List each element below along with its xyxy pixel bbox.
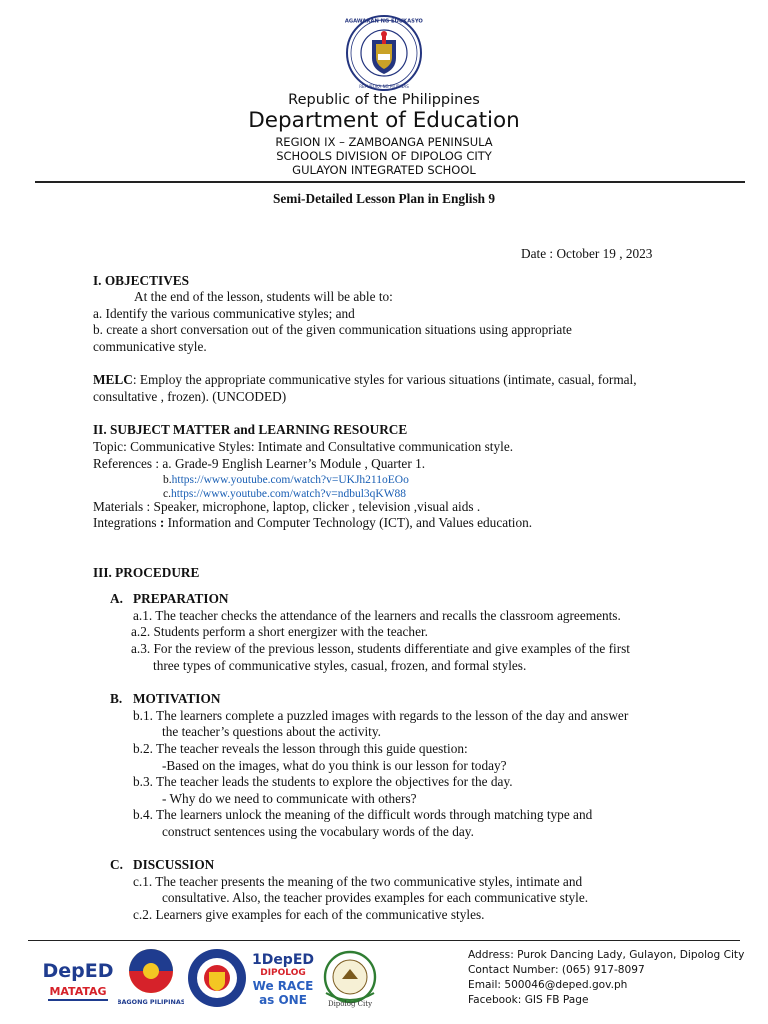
reference-b-link[interactable]: https://www.youtube.com/watch?v=UKJh211oEOo bbox=[171, 474, 409, 486]
preparation-heading: PREPARATION bbox=[133, 591, 229, 606]
department-title: Department of Education bbox=[248, 108, 520, 133]
dipolog-top-wordmark: 1DepED bbox=[251, 952, 315, 968]
motivation-b4-line2: construct sentences using the vocabulary words of the day. bbox=[162, 824, 474, 839]
subject-heading: II. SUBJECT MATTER and LEARNING RESOURCE bbox=[93, 422, 408, 437]
deped-matatag-logo bbox=[42, 955, 114, 1005]
discussion-c1-line1: c.1. The teacher presents the meaning of the two communicative styles, intimate and bbox=[133, 874, 583, 889]
objectives-intro: At the end of the lesson, students will be able to: bbox=[134, 289, 393, 304]
integrations-line bbox=[93, 515, 532, 532]
matatag-wordmark: MATATAG bbox=[49, 985, 107, 998]
discussion-c2: c.2. Learners give examples for each of the communicative styles. bbox=[133, 907, 485, 922]
header-divider bbox=[35, 181, 745, 183]
region-line: REGION IX – ZAMBOANGA PENINSULA bbox=[275, 135, 493, 149]
melc-label: MELC bbox=[93, 372, 133, 387]
motivation-b1-line2: the teacher’s questions about the activity. bbox=[162, 724, 381, 739]
as-one-wordmark: as ONE bbox=[259, 993, 307, 1007]
deped-dipolog-logo bbox=[251, 950, 315, 1008]
melc-line2: consultative , frozen). (UNCODED) bbox=[93, 389, 287, 404]
school-line: GULAYON INTEGRATED SCHOOL bbox=[292, 163, 476, 177]
motivation-b3-line1: b.3. The teacher leads the students to explore the objectives for the day. bbox=[133, 774, 513, 789]
procedure-heading: III. PROCEDURE bbox=[93, 565, 200, 580]
seal-text-bottom: REPUBLIKA NG PILIPINAS bbox=[359, 84, 409, 89]
motivation-b4-line1: b.4. The learners unlock the meaning of the difficult words through matching type and bbox=[133, 807, 593, 822]
melc-text: : Employ the appropriate communicative styles for various situations (intimate, casual, formal, bbox=[132, 372, 637, 387]
references-line: References : a. Grade-9 English Learner’s Module , Quarter 1. bbox=[93, 456, 426, 471]
melc-line1 bbox=[93, 372, 637, 389]
deped-wordmark: DepED bbox=[42, 960, 114, 982]
objective-a: a. Identify the various communicative styles; and bbox=[93, 306, 355, 321]
objective-b-line1: b. create a short conversation out of the given communication situations using appropriate bbox=[93, 322, 572, 337]
dipolog-seal-wordmark: Dipolog City bbox=[327, 1000, 373, 1008]
preparation-letter: A. bbox=[110, 591, 123, 606]
motivation-b1-line1: b.1. The learners complete a puzzled images with regards to the lesson of the day and answer bbox=[133, 708, 629, 723]
republic-line: Republic of the Philippines bbox=[288, 92, 480, 108]
bagong-wordmark: BAGONG PILIPINAS bbox=[118, 998, 184, 1006]
we-race-wordmark: We RACE bbox=[252, 979, 314, 993]
reference-c-link[interactable]: https://www.youtube.com/watch?v=ndbul3qKW88 bbox=[170, 488, 407, 500]
lesson-date: Date : October 19 , 2023 bbox=[521, 246, 653, 261]
topic-line: Topic: Communicative Styles: Intimate and Consultative communication style. bbox=[93, 439, 514, 454]
motivation-heading: MOTIVATION bbox=[133, 691, 221, 706]
objective-b-line2: communicative style. bbox=[93, 339, 207, 354]
reference-c-prefix: c. bbox=[163, 488, 171, 500]
integrations-colon: : bbox=[159, 515, 165, 530]
preparation-a3-line2: three types of communicative styles, casual, frozen, and formal styles. bbox=[153, 658, 527, 673]
footer-divider bbox=[28, 940, 740, 941]
document-title: Semi-Detailed Lesson Plan in English 9 bbox=[272, 191, 495, 206]
motivation-b2-line2: -Based on the images, what do you think is our lesson for today? bbox=[162, 758, 507, 773]
dipolog-wordmark: DIPOLOG bbox=[260, 968, 306, 978]
deped-seal bbox=[345, 14, 423, 92]
motivation-b2-line1: b.2. The teacher reveals the lesson through this guide question: bbox=[133, 741, 468, 756]
discussion-letter: C. bbox=[110, 857, 123, 872]
footer-email: Email: 500046@deped.gov.ph bbox=[468, 979, 628, 991]
preparation-a3-line1: a.3. For the review of the previous lesson, students differentiate and give examples of the first bbox=[131, 641, 630, 656]
preparation-a1: a.1. The teacher checks the attendance of the learners and recalls the classroom agreements. bbox=[133, 608, 621, 623]
motivation-letter: B. bbox=[110, 691, 123, 706]
deped-division-seal bbox=[187, 948, 247, 1008]
motivation-b3-line2: - Why do we need to communicate with others? bbox=[162, 791, 417, 806]
discussion-heading: DISCUSSION bbox=[133, 857, 215, 872]
bagong-pilipinas-logo bbox=[118, 946, 184, 1008]
division-line: SCHOOLS DIVISION OF DIPOLOG CITY bbox=[276, 149, 492, 163]
dipolog-city-seal bbox=[318, 949, 382, 1009]
discussion-c1-line2: consultative. Also, the teacher provides examples for each communicative style. bbox=[162, 890, 589, 905]
footer-facebook: Facebook: GIS FB Page bbox=[468, 994, 589, 1006]
footer-address: Address: Purok Dancing Lady, Gulayon, Dipolog City bbox=[468, 949, 745, 961]
seal-text-top: KAGAWARAN NG EDUKASYON bbox=[345, 18, 423, 25]
footer-contact: Contact Number: (065) 917-8097 bbox=[468, 964, 645, 976]
objectives-heading: I. OBJECTIVES bbox=[93, 273, 190, 288]
integrations-label: Integrations bbox=[93, 515, 160, 530]
integrations-text: Information and Computer Technology (ICT), and Values education. bbox=[164, 515, 533, 530]
reference-b-prefix: b. bbox=[163, 474, 172, 486]
preparation-a2: a.2. Students perform a short energizer with the teacher. bbox=[131, 624, 428, 639]
materials-line: Materials : Speaker, microphone, laptop, clicker , television ,visual aids . bbox=[93, 499, 481, 514]
